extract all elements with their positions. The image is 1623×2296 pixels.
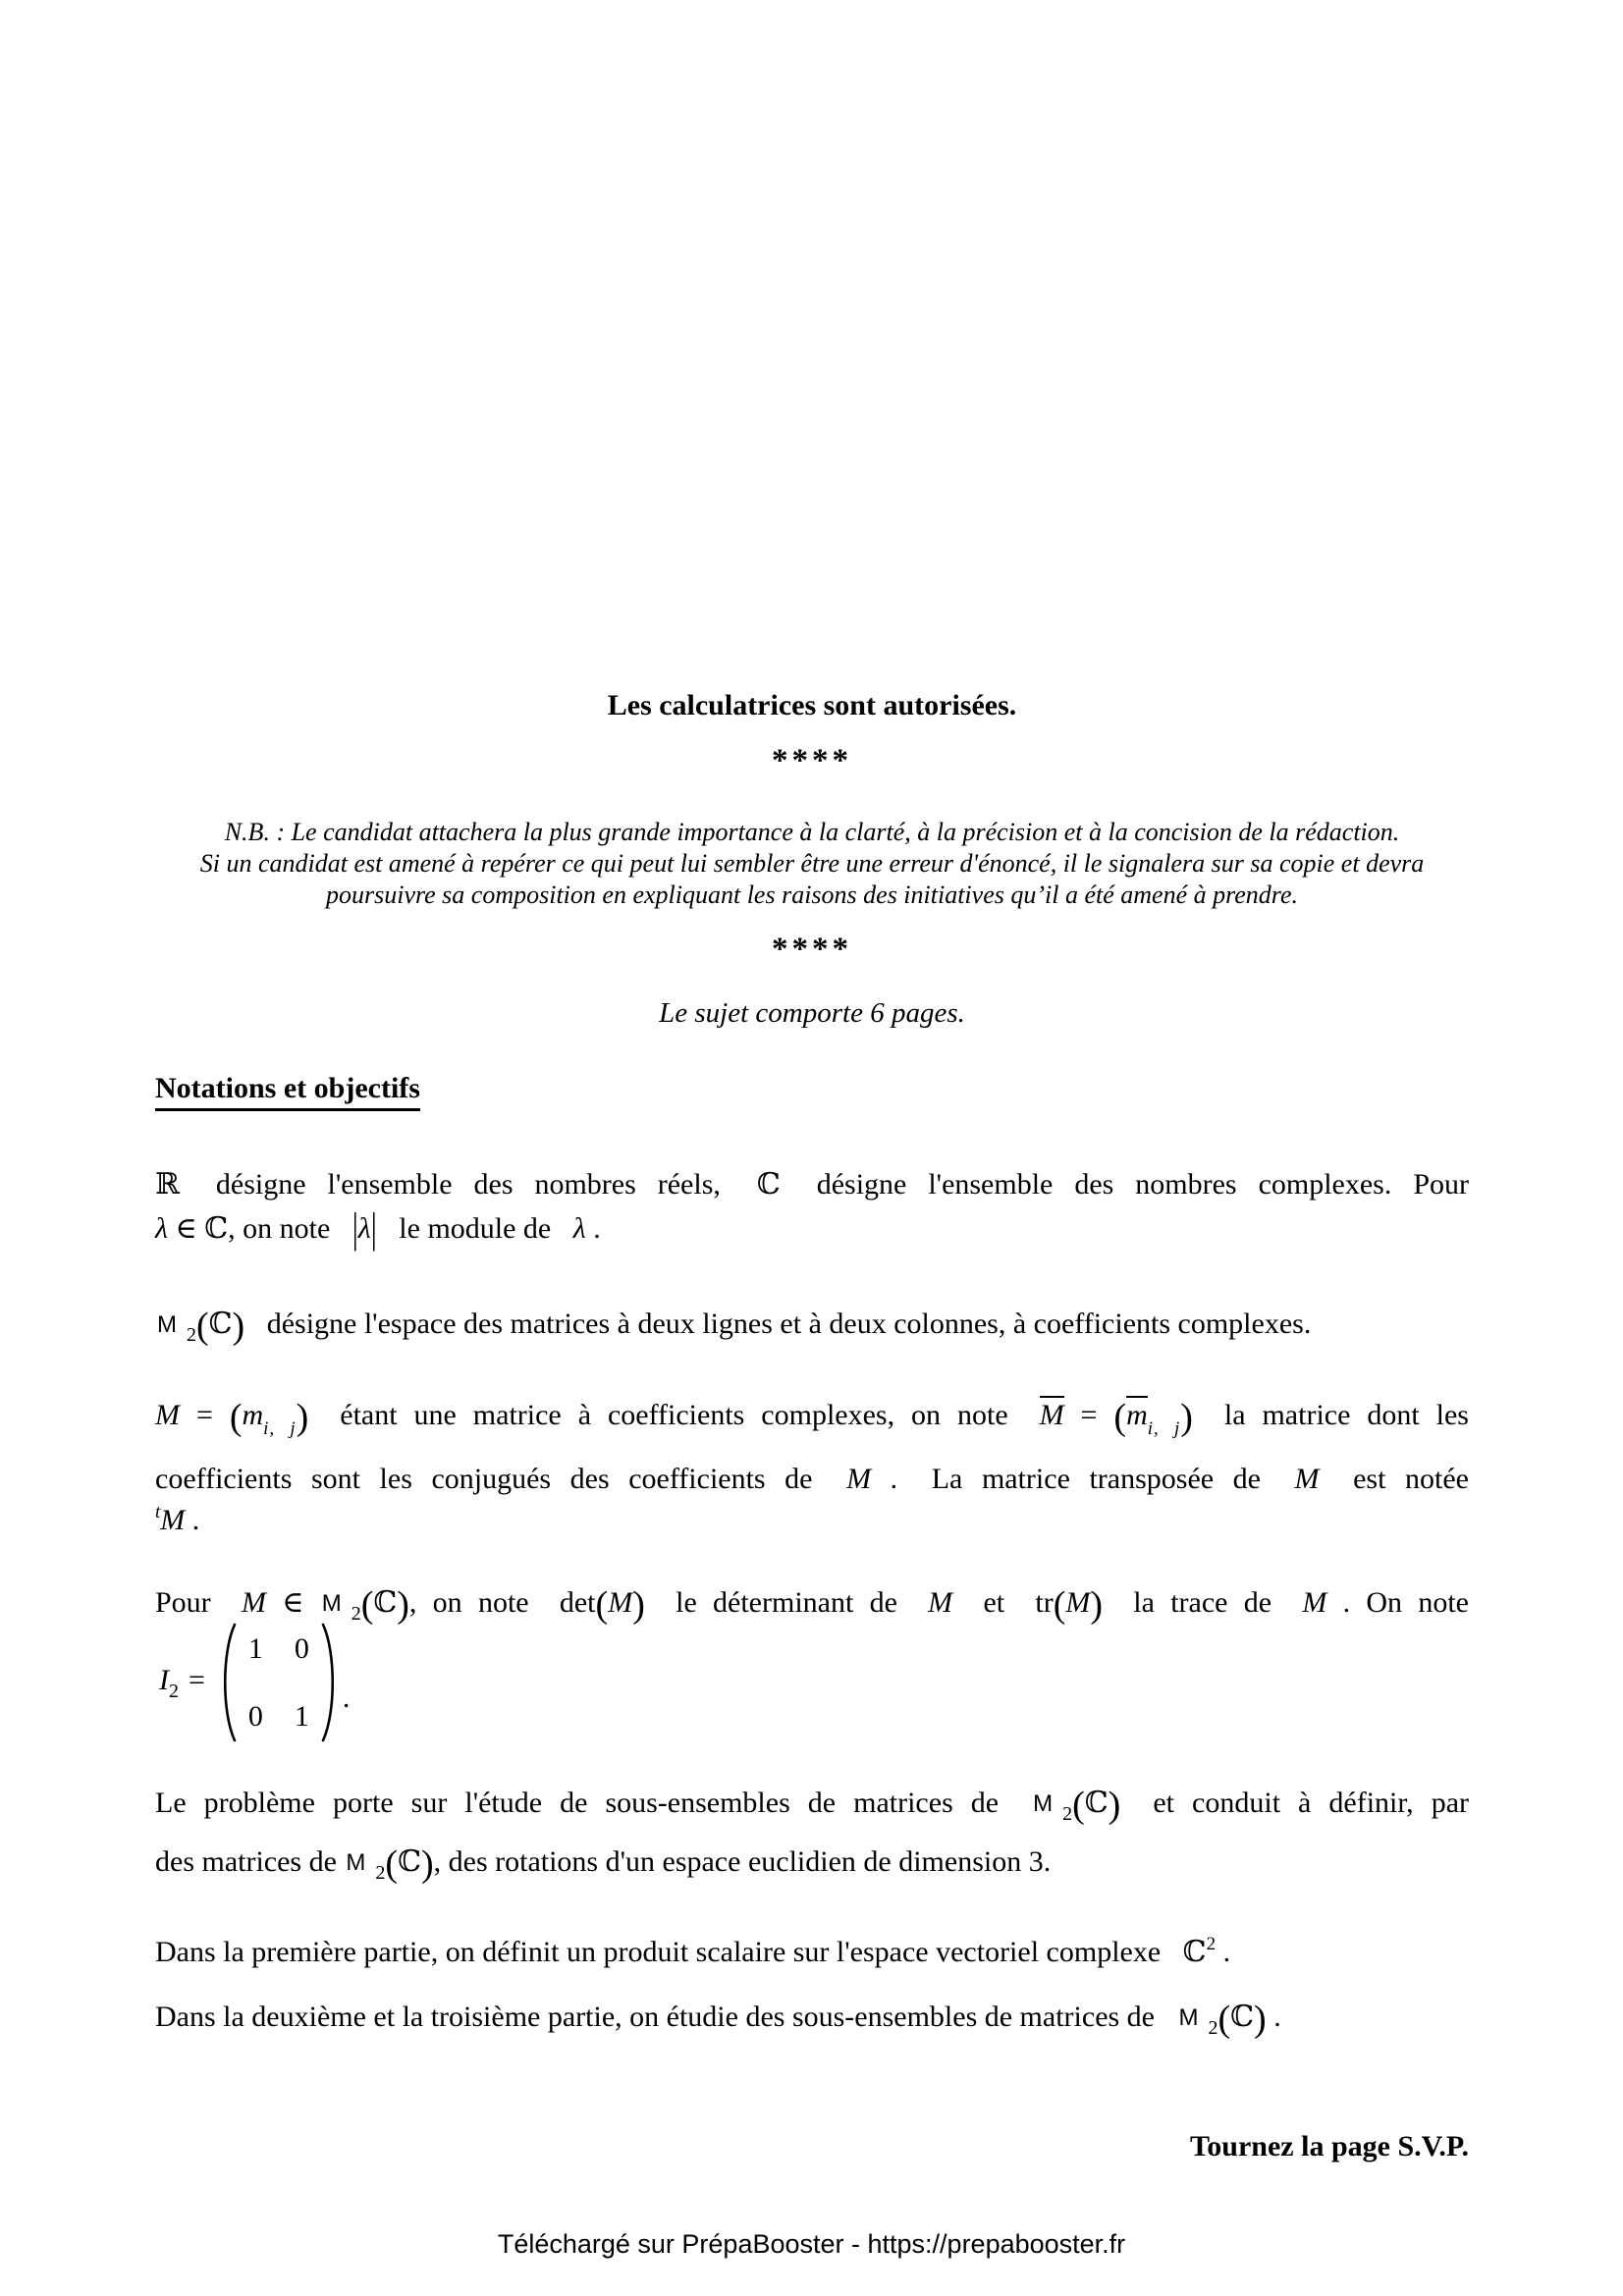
text-segment-t: désigne l'ensemble des nombres complexes. Pour (780, 1168, 1469, 1201)
text-segment-i: M (241, 1586, 266, 1619)
text-segment-t: . (585, 1212, 601, 1245)
text-segment-t: la trace de (1103, 1586, 1303, 1619)
matrix-cell: 0 (294, 1631, 309, 1665)
text-segment-ov: M (1040, 1396, 1064, 1431)
paragraph-conjugate-line-1 (155, 1395, 1469, 1443)
identity-matrix-definition (155, 1618, 1469, 1747)
text-segment-p: ( (360, 1584, 374, 1626)
text-segment-sf: M (346, 1849, 366, 1876)
text-segment-i: M (1294, 1463, 1320, 1495)
text-segment-isub: i, j (263, 1418, 297, 1439)
text-segment-i: M (608, 1586, 633, 1619)
text-segment-bb: ℂ (208, 1307, 233, 1341)
text-segment-p: ( (1053, 1584, 1066, 1626)
text-segment-bb: ℂ (756, 1167, 781, 1201)
paragraph-reals-complexes-line-2 (155, 1204, 1469, 1253)
text-segment-bb: ℂ (398, 1844, 421, 1879)
text-segment-t: . (1216, 1936, 1231, 1968)
text-segment-bb: ℝ (155, 1167, 180, 1201)
section-heading-text: Notations et objectifs (155, 1072, 420, 1111)
equals-sign: = (189, 1664, 205, 1696)
text-segment-t: . (185, 1504, 200, 1536)
text-segment-t: le module de (376, 1212, 573, 1245)
matrix-row (248, 1696, 309, 1737)
text-segment-t: Le problème porte sur l'étude de sous-ensembles de matrices de (155, 1787, 1032, 1819)
text-segment-p: ) (1180, 1397, 1193, 1438)
turn-page-note: Tournez la page S.V.P. (1190, 2130, 1469, 2163)
matrix-cell: 1 (294, 1699, 309, 1733)
text-segment-bar: | (352, 1204, 358, 1253)
paragraph-conjugate-line-2 (155, 1459, 1469, 1500)
matrix-period: . (342, 1682, 351, 1714)
text-segment-t: ∈ (168, 1212, 205, 1245)
paragraph-reals-complexes-line-1 (155, 1164, 1469, 1205)
text-segment-p: ) (632, 1584, 645, 1626)
text-segment-p: ) (296, 1397, 309, 1438)
ornament-separator-top: **** (772, 743, 852, 778)
text-segment-bar: | (370, 1204, 377, 1253)
text-segment-t: Dans la première partie, on définit un produit scalaire sur l'espace vectoriel complexe (155, 1936, 1183, 1968)
text-segment-t: , on note (228, 1212, 352, 1245)
text-segment-t: désigne l'espace des matrices à deux lignes et à deux colonnes, à coefficients complexes. (244, 1308, 1312, 1340)
text-segment-i: M (155, 1399, 180, 1431)
text-segment-t: . On note (1326, 1586, 1469, 1619)
text-segment-sf: M (157, 1311, 177, 1338)
text-segment-sf: M (1033, 1790, 1054, 1817)
text-segment-t: et tr (952, 1586, 1054, 1619)
text-segment-p: ( (229, 1397, 243, 1438)
matrix-lhs (159, 1660, 205, 1705)
nb-note-line-3: poursuivre sa composition en expliquant les raisons des initiatives qu’il a été amené à prendre. (325, 881, 1299, 909)
text-segment-i: M (1065, 1586, 1091, 1619)
text-segment-bb: ℂ (204, 1211, 229, 1246)
text-segment-sub: 2 (1062, 1803, 1073, 1825)
download-footer: Téléchargé sur PrépaBooster - https://prepabooster.fr (497, 2229, 1126, 2259)
matrix-right-paren (317, 1622, 343, 1743)
text-segment-bb: ℂ (1230, 2000, 1255, 2034)
text-segment-i: M (928, 1586, 953, 1619)
text-segment-i: λ (572, 1212, 586, 1245)
text-segment-p: ( (595, 1584, 609, 1626)
text-segment-t: Pour (155, 1586, 242, 1619)
text-segment-t: désigne l'ensemble des nombres réels, (179, 1168, 757, 1201)
text-segment-sub: 2 (1208, 2017, 1218, 2039)
text-segment-isub: i, j (1147, 1418, 1181, 1439)
paragraph-matrix-space (155, 1304, 1469, 1349)
text-segment-bb: ℂ (1084, 1786, 1109, 1820)
text-segment-i: λ (357, 1212, 371, 1245)
text-segment-t: est notée (1319, 1463, 1469, 1495)
text-segment-t: coefficients sont les conjugués des coefficients de (155, 1463, 847, 1495)
text-segment-isup: t (155, 1502, 161, 1522)
text-segment-p: ( (1217, 1999, 1231, 2040)
paragraph-part2-3 (155, 1997, 1469, 2042)
text-segment-bb: ℂ (1182, 1935, 1207, 1969)
text-segment-t: ∈ (265, 1586, 320, 1619)
text-segment-i: λ (155, 1212, 168, 1245)
text-segment-p: ) (1090, 1584, 1104, 1626)
text-segment-sub: 2 (375, 1862, 386, 1884)
text-segment-t: étant une matrice à coefficients complexes, on note (308, 1399, 1040, 1431)
text-segment-p: ( (1113, 1397, 1127, 1438)
exam-title: Les calculatrices sont autorisées. (607, 689, 1017, 721)
matrix-symbol: I (159, 1664, 169, 1696)
text-segment-p: ) (1254, 1999, 1267, 2040)
text-segment-t: , des rotations d'un espace euclidien de dimension 3. (433, 1845, 1052, 1878)
text-segment-t: . (1266, 2001, 1281, 2033)
matrix-cell: 0 (247, 1699, 263, 1733)
paragraph-conjugate-line-3 (155, 1500, 1469, 1541)
text-segment-i: M (846, 1463, 872, 1495)
nb-note-line-2: Si un candidat est amené à repérer ce qui peut lui sembler être une erreur d'énoncé, il le signalera sur sa copie et devra (199, 849, 1425, 878)
text-segment-sf: M (321, 1590, 342, 1617)
text-segment-p: ( (385, 1843, 399, 1885)
text-segment-t: et conduit à définir, par (1120, 1787, 1470, 1819)
text-segment-p: ) (1108, 1785, 1121, 1826)
text-segment-sub: 2 (187, 1324, 196, 1346)
text-segment-bb: ℂ (373, 1585, 398, 1620)
text-segment-t: le déterminant de (644, 1586, 929, 1619)
text-segment-i: M (160, 1504, 186, 1536)
text-segment-t: la matrice dont les (1192, 1399, 1469, 1431)
text-segment-p: ( (196, 1306, 209, 1347)
text-segment-t: = (180, 1399, 230, 1431)
ornament-separator-bottom: **** (772, 932, 852, 967)
section-heading (155, 1068, 1469, 1109)
matrix-row (248, 1629, 309, 1670)
paragraph-problem-line-1 (155, 1783, 1469, 1828)
nb-note-line-1: N.B. : Le candidat attachera la plus grande importance à la clarté, à la précision et à la concision de la rédaction. (224, 818, 1400, 846)
matrix-left-paren (215, 1622, 241, 1743)
text-segment-p: ) (232, 1306, 245, 1347)
text-segment-t: des matrices de (155, 1845, 345, 1878)
matrix-cell: 1 (247, 1631, 263, 1665)
text-segment-p: ( (1072, 1785, 1085, 1826)
text-segment-i: m (242, 1399, 264, 1431)
matrix-symbol-subscript: 2 (169, 1681, 179, 1702)
text-segment-p: ) (397, 1584, 409, 1626)
text-segment-sub: 2 (351, 1603, 361, 1625)
text-segment-i: M (1302, 1586, 1327, 1619)
text-segment-t: , on note det (408, 1586, 596, 1619)
text-segment-p: ) (420, 1843, 434, 1885)
text-segment-ov: m (1126, 1396, 1148, 1431)
text-segment-sup: 2 (1206, 1934, 1217, 1954)
text-segment-t: Dans la deuxième et la troisième partie, on étudie des sous-ensembles de matrices de (155, 2001, 1177, 2033)
paragraph-part1 (155, 1932, 1469, 1973)
text-segment-t: . La matrice transposée de (871, 1463, 1295, 1495)
page-count-note: Le sujet comporte 6 pages. (659, 997, 965, 1029)
text-segment-sf: M (1178, 2004, 1199, 2031)
text-segment-t: = (1063, 1399, 1114, 1431)
paragraph-problem-line-2 (155, 1842, 1469, 1887)
matrix-cells (248, 1629, 309, 1737)
